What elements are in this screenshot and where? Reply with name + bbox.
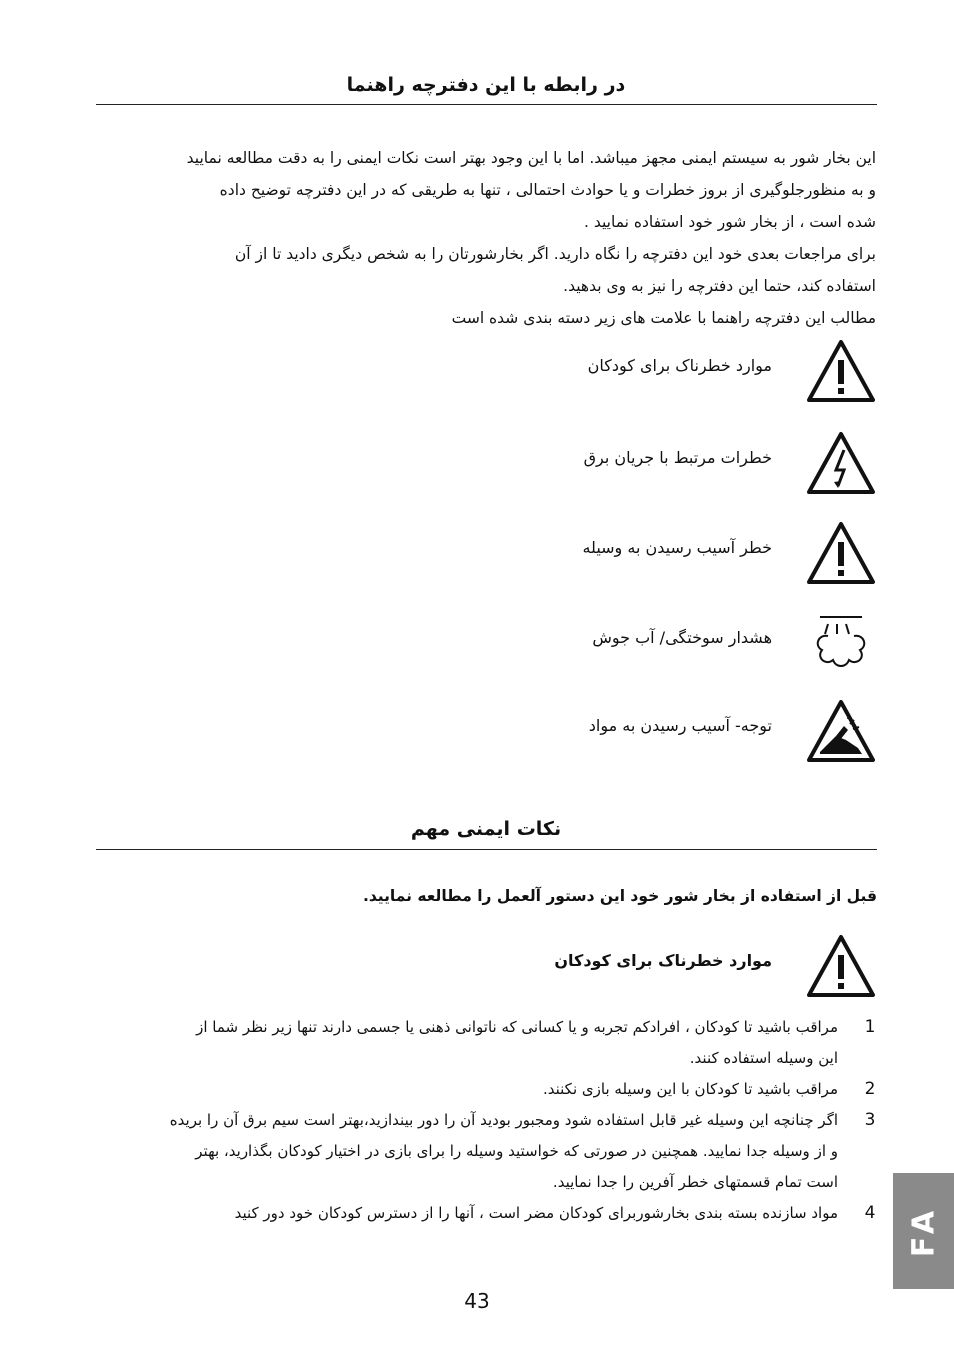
item-number: 2 [864, 1079, 876, 1099]
paragraph-line: برای مراجعات بعدی خود این دفترچه را نگاه دارید. اگر بخارشورتان را به شخص دیگری دادید تا از آن [234, 245, 876, 263]
item-number: 4 [864, 1203, 876, 1223]
hazard-label: خطرات مرتبط با جریان برق [583, 448, 772, 467]
hot-steam-icon [806, 610, 876, 676]
hazard-materials [300, 698, 876, 768]
section-title-safety: نکات ایمنی مهم [410, 818, 562, 840]
electric-shock-icon [806, 430, 876, 496]
safety-intro: قبل از استفاده از بخار شور خود این دستور آلعمل را مطالعه نمایید. [362, 887, 877, 905]
item-line: مراقب باشید تا کودکان با این وسیله بازی نکنند. [542, 1080, 838, 1098]
hazard-steam [300, 610, 876, 680]
item-line: مراقب باشید تا کودکان ، افرادکم تجربه و یا کسانی که ناتوانی ذهنی یا جسمی دارند تنها زیر نظر شما از [196, 1018, 838, 1036]
item-line: است تمام قسمتهای خطر آفرین را جدا نمایید. [552, 1173, 838, 1191]
item-line: مواد سازنده بسته بندی بخارشوربرای کودکان مضر است ، آنها را از دسترس کودکان خود دور کنید [234, 1204, 838, 1222]
hand-damage-icon [806, 698, 876, 764]
item-line: و از وسیله جدا نمایید. همچنین در صورتی که خواستید وسیله را برای بازی در اختیار کودکان بگذارید، بهتر [195, 1142, 838, 1160]
warning-triangle-icon [806, 933, 876, 999]
warning-triangle-icon [806, 338, 876, 404]
title-divider [96, 104, 877, 105]
intro-paragraph [96, 142, 876, 334]
list-item [96, 1074, 878, 1105]
paragraph-line: این بخار شور به سیستم ایمنی مجهز میباشد. اما با این وجود بهتر است نکات ایمنی را به دقت مطالعه نمایید [186, 149, 876, 167]
item-number: 3 [864, 1110, 876, 1130]
hazard-children [300, 338, 876, 408]
language-tab [893, 1173, 954, 1289]
title-divider [96, 849, 877, 850]
hazard-appliance [300, 520, 876, 590]
hazard-label: موارد خطرناک برای کودکان [587, 356, 772, 375]
hazard-children-bold [300, 933, 876, 1003]
safety-list [96, 1012, 878, 1229]
paragraph-line: مطالب این دفترچه راهنما با علامت های زیر دسته بندی شده است [451, 309, 876, 327]
item-line: اگر چنانچه این وسیله غیر قابل استفاده شود ومجبور بودید آن را دور بیندازید،بهتر است سیم برق آن را بریده [169, 1111, 838, 1129]
page-number: 43 [464, 1289, 490, 1313]
item-line: این وسیله استفاده کنند. [689, 1049, 838, 1067]
hazard-label: هشدار سوختگی/ آب جوش [592, 628, 772, 647]
list-item [96, 1105, 878, 1198]
paragraph-line: استفاده کند، حتما این دفترچه را نیز به وی بدهید. [563, 277, 876, 295]
hazard-electric [300, 430, 876, 500]
item-number: 1 [864, 1017, 876, 1037]
hazard-label: خطر آسیب رسیدن به وسیله [582, 538, 772, 557]
list-item [96, 1012, 878, 1074]
warning-triangle-icon [806, 520, 876, 586]
hazard-label: موارد خطرناک برای کودکان [554, 951, 772, 970]
paragraph-line: شده است ، از بخار شور خود استفاده نمایید . [583, 213, 876, 231]
hazard-label: توجه- آسیب رسیدن به مواد [588, 716, 772, 735]
section-title-manual: در رابطه با این دفترچه راهنما [346, 74, 626, 96]
language-code: FA [906, 1204, 941, 1258]
list-item [96, 1198, 878, 1229]
paragraph-line: و به منظورجلوگیری از بروز خطرات و یا حوادث احتمالی ، تنها به طریقی که در این دفترچه توضیح داده [219, 181, 876, 199]
